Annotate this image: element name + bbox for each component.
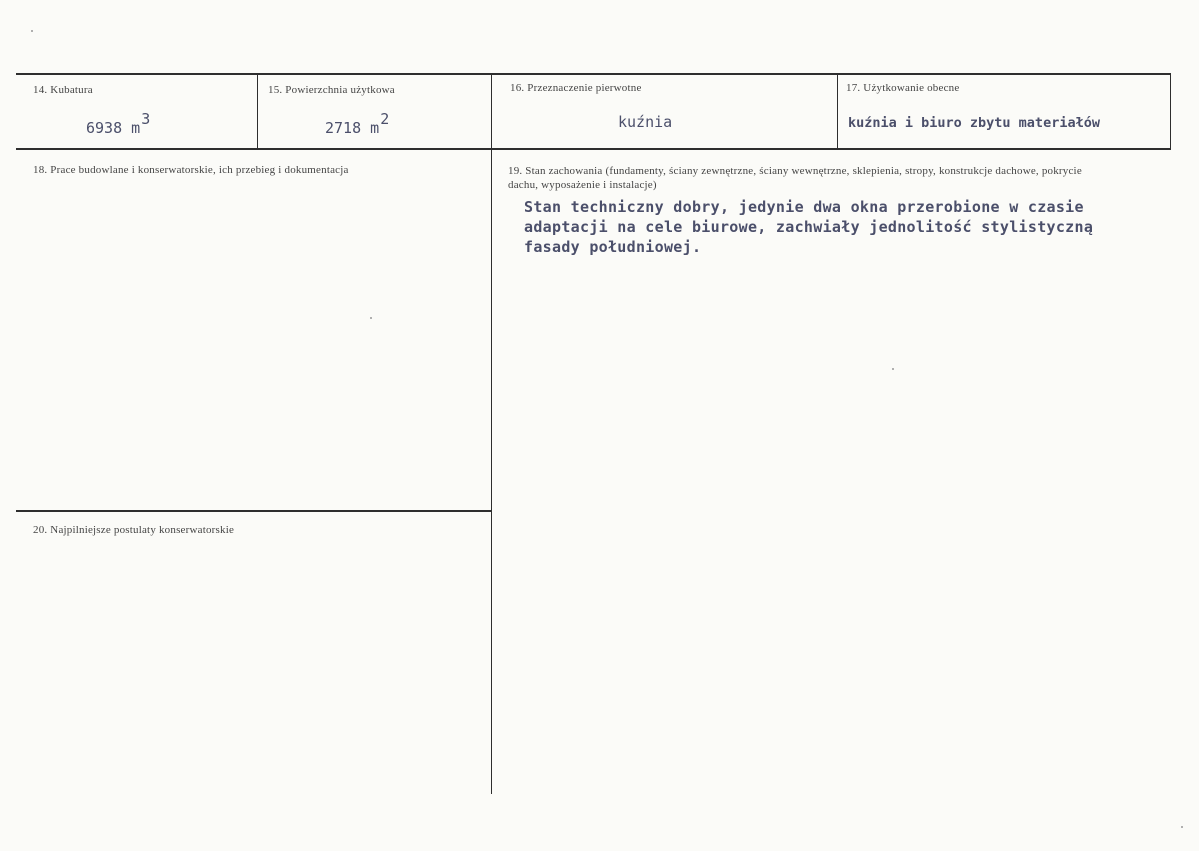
paper-speck <box>31 30 33 32</box>
field-14-value-exponent: 3 <box>141 110 151 128</box>
field-18-label: 18. Prace budowlane i konserwatorskie, ich przebieg i dokumentacja <box>33 164 349 176</box>
field-14-value <box>86 110 150 137</box>
field-15-value <box>325 110 389 137</box>
divider-16-17 <box>837 75 838 148</box>
top-rule <box>16 73 1171 75</box>
main-column-divider <box>491 150 492 794</box>
field-19-value: Stan techniczny dobry, jedynie dwa okna przerobione w czasie adaptacji na cele biurowe, zachwiały jednolitość stylistyczną fasady południowej. <box>524 198 1094 256</box>
row1-bottom-rule <box>16 148 1171 150</box>
divider-14-15 <box>257 75 258 148</box>
field-20-label: 20. Najpilniejsze postulaty konserwatorskie <box>33 524 235 536</box>
field-19-label: 19. Stan zachowania (fundamenty, ściany zewnętrzne, ściany wewnętrzne, sklepienia, stropy, konstrukcje dachowe, pokrycie dachu, wyposażenie i instalacje) <box>508 165 1082 191</box>
field-16-value: kuźnia <box>618 113 673 131</box>
field-17-label: 17. Użytkowanie obecne <box>846 82 960 94</box>
paper-speck <box>892 368 894 370</box>
field-15-value-text: 2718 m <box>325 119 380 137</box>
field-15-value-exponent: 2 <box>380 110 390 128</box>
section20-top-rule <box>16 510 492 512</box>
paper-speck <box>370 317 372 319</box>
field-17-value: kuźnia i biuro zbytu materiałów <box>848 115 1100 131</box>
field-16-label: 16. Przeznaczenie pierwotne <box>510 82 642 94</box>
paper-speck <box>1181 826 1183 828</box>
right-border <box>1170 75 1171 148</box>
field-14-label: 14. Kubatura <box>33 84 93 96</box>
field-14-value-text: 6938 m <box>86 119 141 137</box>
field-15-label: 15. Powierzchnia użytkowa <box>268 84 395 96</box>
divider-15-16 <box>491 75 492 148</box>
